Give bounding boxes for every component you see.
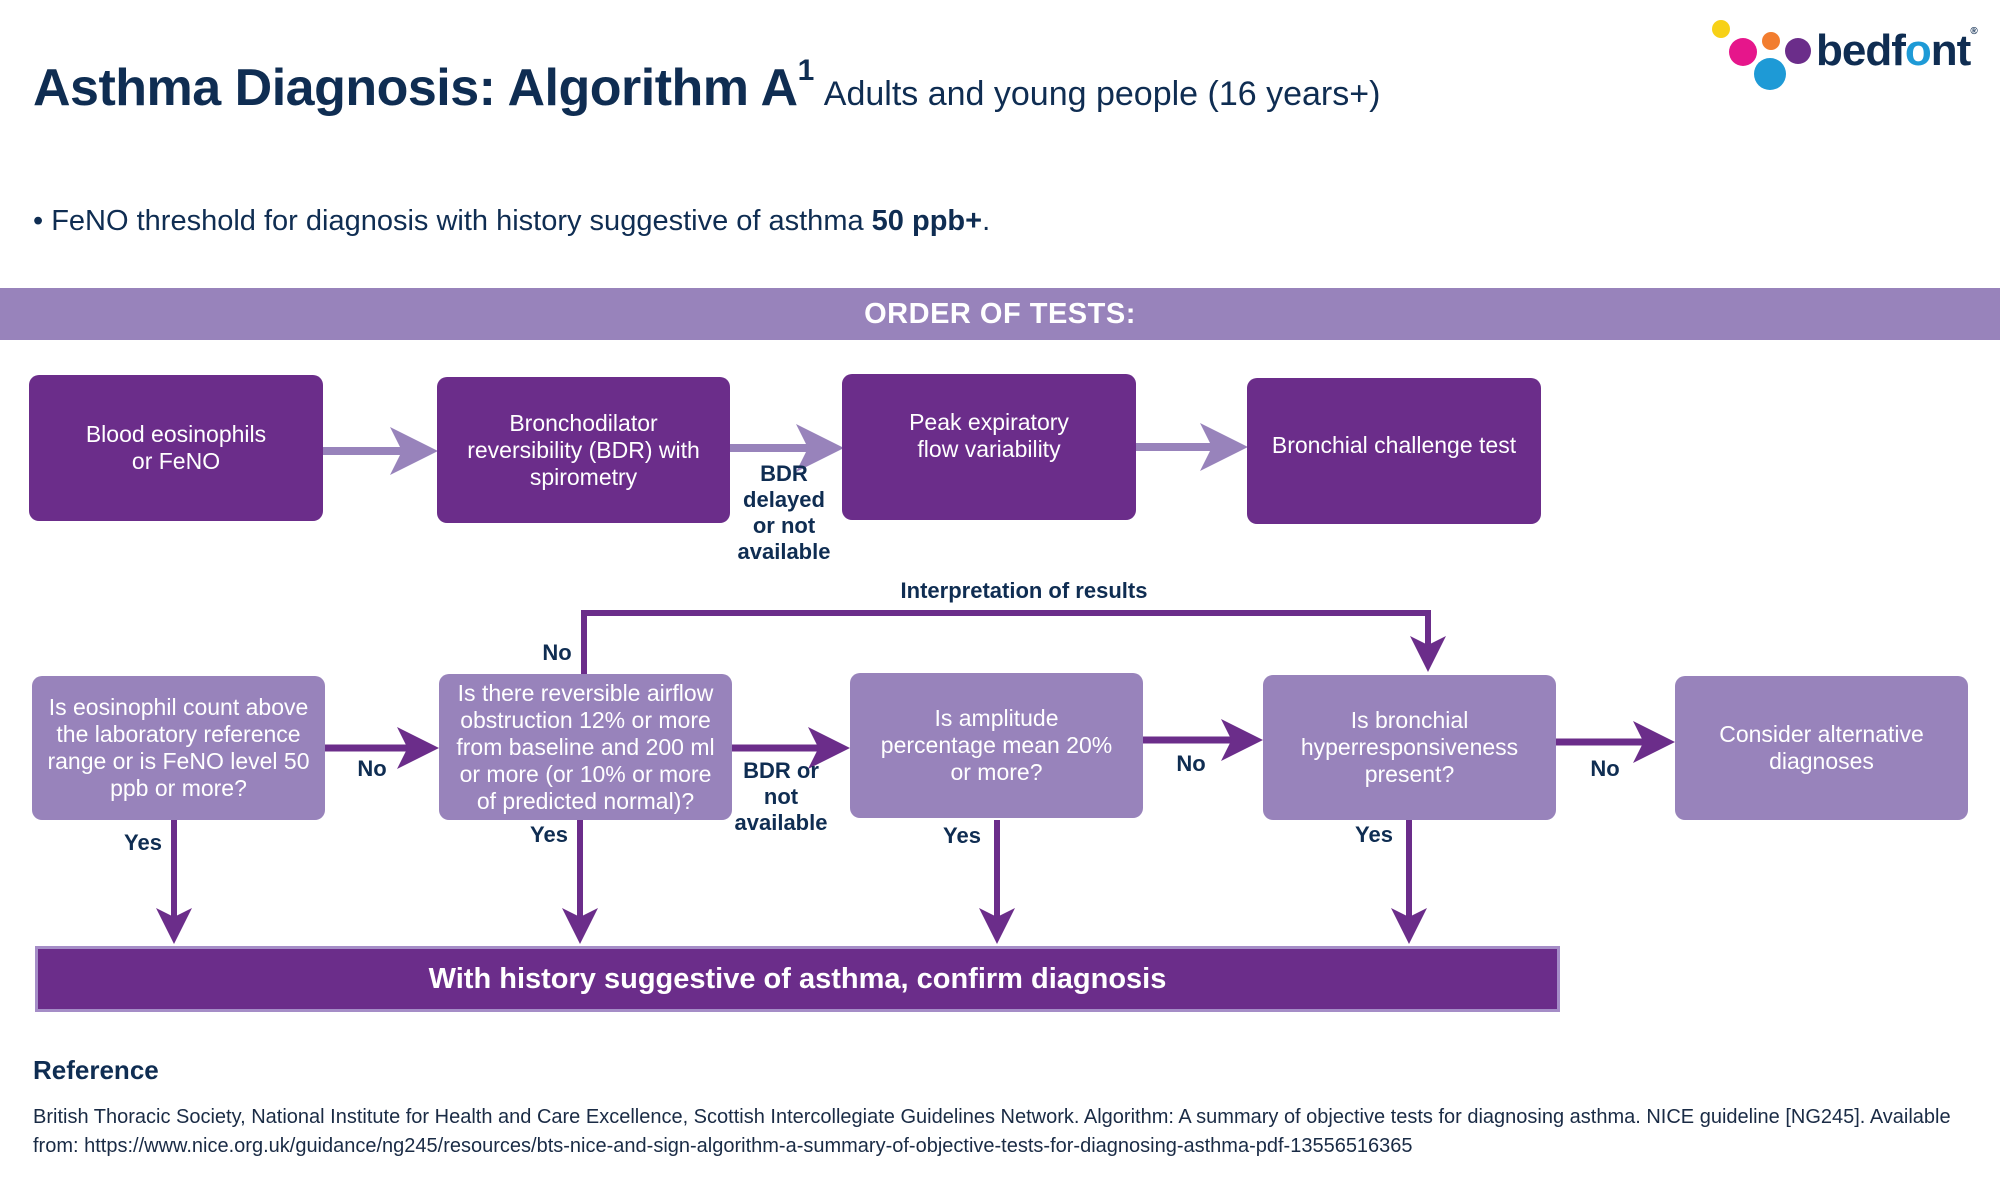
test-bronchial-challenge: Bronchial challenge test <box>1247 378 1541 524</box>
edge-label-no-loop: No <box>542 640 572 665</box>
logo-dot-purple-icon <box>1785 38 1811 64</box>
question-eosinophil-feno: Is eosinophil count above the laboratory reference range or is FeNO level 50 ppb or more? <box>32 676 325 820</box>
edge-label-yes: Yes <box>530 822 568 847</box>
question-reversible-airflow: Is there reversible airflow obstruction 12% or more from baseline and 200 ml or more (or 10% or more of predicted normal)? <box>439 674 732 820</box>
logo-dot-pink-icon <box>1729 38 1757 66</box>
edge-label-no: No <box>1176 751 1206 776</box>
logo-dot-yellow-icon <box>1712 20 1730 38</box>
reference-heading: Reference <box>33 1055 159 1085</box>
bdr-delayed-label: BDR delayed or not available <box>737 461 831 564</box>
order-of-tests-band: ORDER OF TESTS: <box>0 288 2000 340</box>
edge-label-bdr-not-available: BDR or not available <box>734 758 828 835</box>
reference-text: British Thoracic Society, National Institute for Health and Care Excellence, Scottish Intercollegiate Guidelines Network. Algorithm: A summary of objective tests for diagnosing asthma. NICE guideline [NG245]. Available from: https://www.nice.org.uk/guidance/ng245/resources/bts-nice-and-sign-algorithm-a-summary-of-objective-tests-for-diagnosing-asthma-pdf-13556516365 <box>33 1106 1951 1157</box>
bullet-text: FeNO threshold for diagnosis with history suggestive of asthma <box>51 205 872 237</box>
test-blood-eosinophils-feno: Blood eosinophils or FeNO <box>29 375 323 521</box>
confirm-diagnosis-banner: With history suggestive of asthma, confirm diagnosis <box>35 946 1560 1012</box>
test-peak-expiratory-flow: Peak expiratory flow variability <box>842 374 1136 520</box>
title-footnote: 1 <box>797 54 814 87</box>
title-text: Asthma Diagnosis: Algorithm A <box>33 59 798 117</box>
interpretation-label: Interpretation of results <box>900 578 1148 603</box>
edge-label-yes: Yes <box>1355 822 1393 847</box>
test-bronchodilator-reversibility: Bronchodilator reversibility (BDR) with spirometry <box>437 377 730 523</box>
logo-dot-orange-icon <box>1762 32 1780 50</box>
logo-wordmark: bedfont® <box>1816 26 1977 75</box>
page-subtitle: Adults and young people (16 years+) <box>823 75 1381 113</box>
edge-label-yes: Yes <box>943 823 981 848</box>
question-bronchial-hyperresponsiveness: Is bronchial hyperresponsiveness present? <box>1263 675 1556 820</box>
feno-threshold-note: • FeNO threshold for diagnosis with history suggestive of asthma 50 ppb+. <box>33 205 991 237</box>
edge-label-no: No <box>1590 756 1620 781</box>
outcome-consider-alternative: Consider alternative diagnoses <box>1675 676 1968 820</box>
edge-label-yes: Yes <box>124 830 162 855</box>
page-title <box>33 54 1381 118</box>
bullet-marker: • <box>33 205 44 237</box>
bedfont-logo <box>1712 18 1982 98</box>
question-amplitude-percentage: Is amplitude percentage mean 20% or more? <box>850 673 1143 818</box>
bullet-emphasis: 50 ppb+ <box>871 205 983 237</box>
edge-label-no: No <box>357 756 387 781</box>
logo-dot-blue-icon <box>1754 58 1786 90</box>
